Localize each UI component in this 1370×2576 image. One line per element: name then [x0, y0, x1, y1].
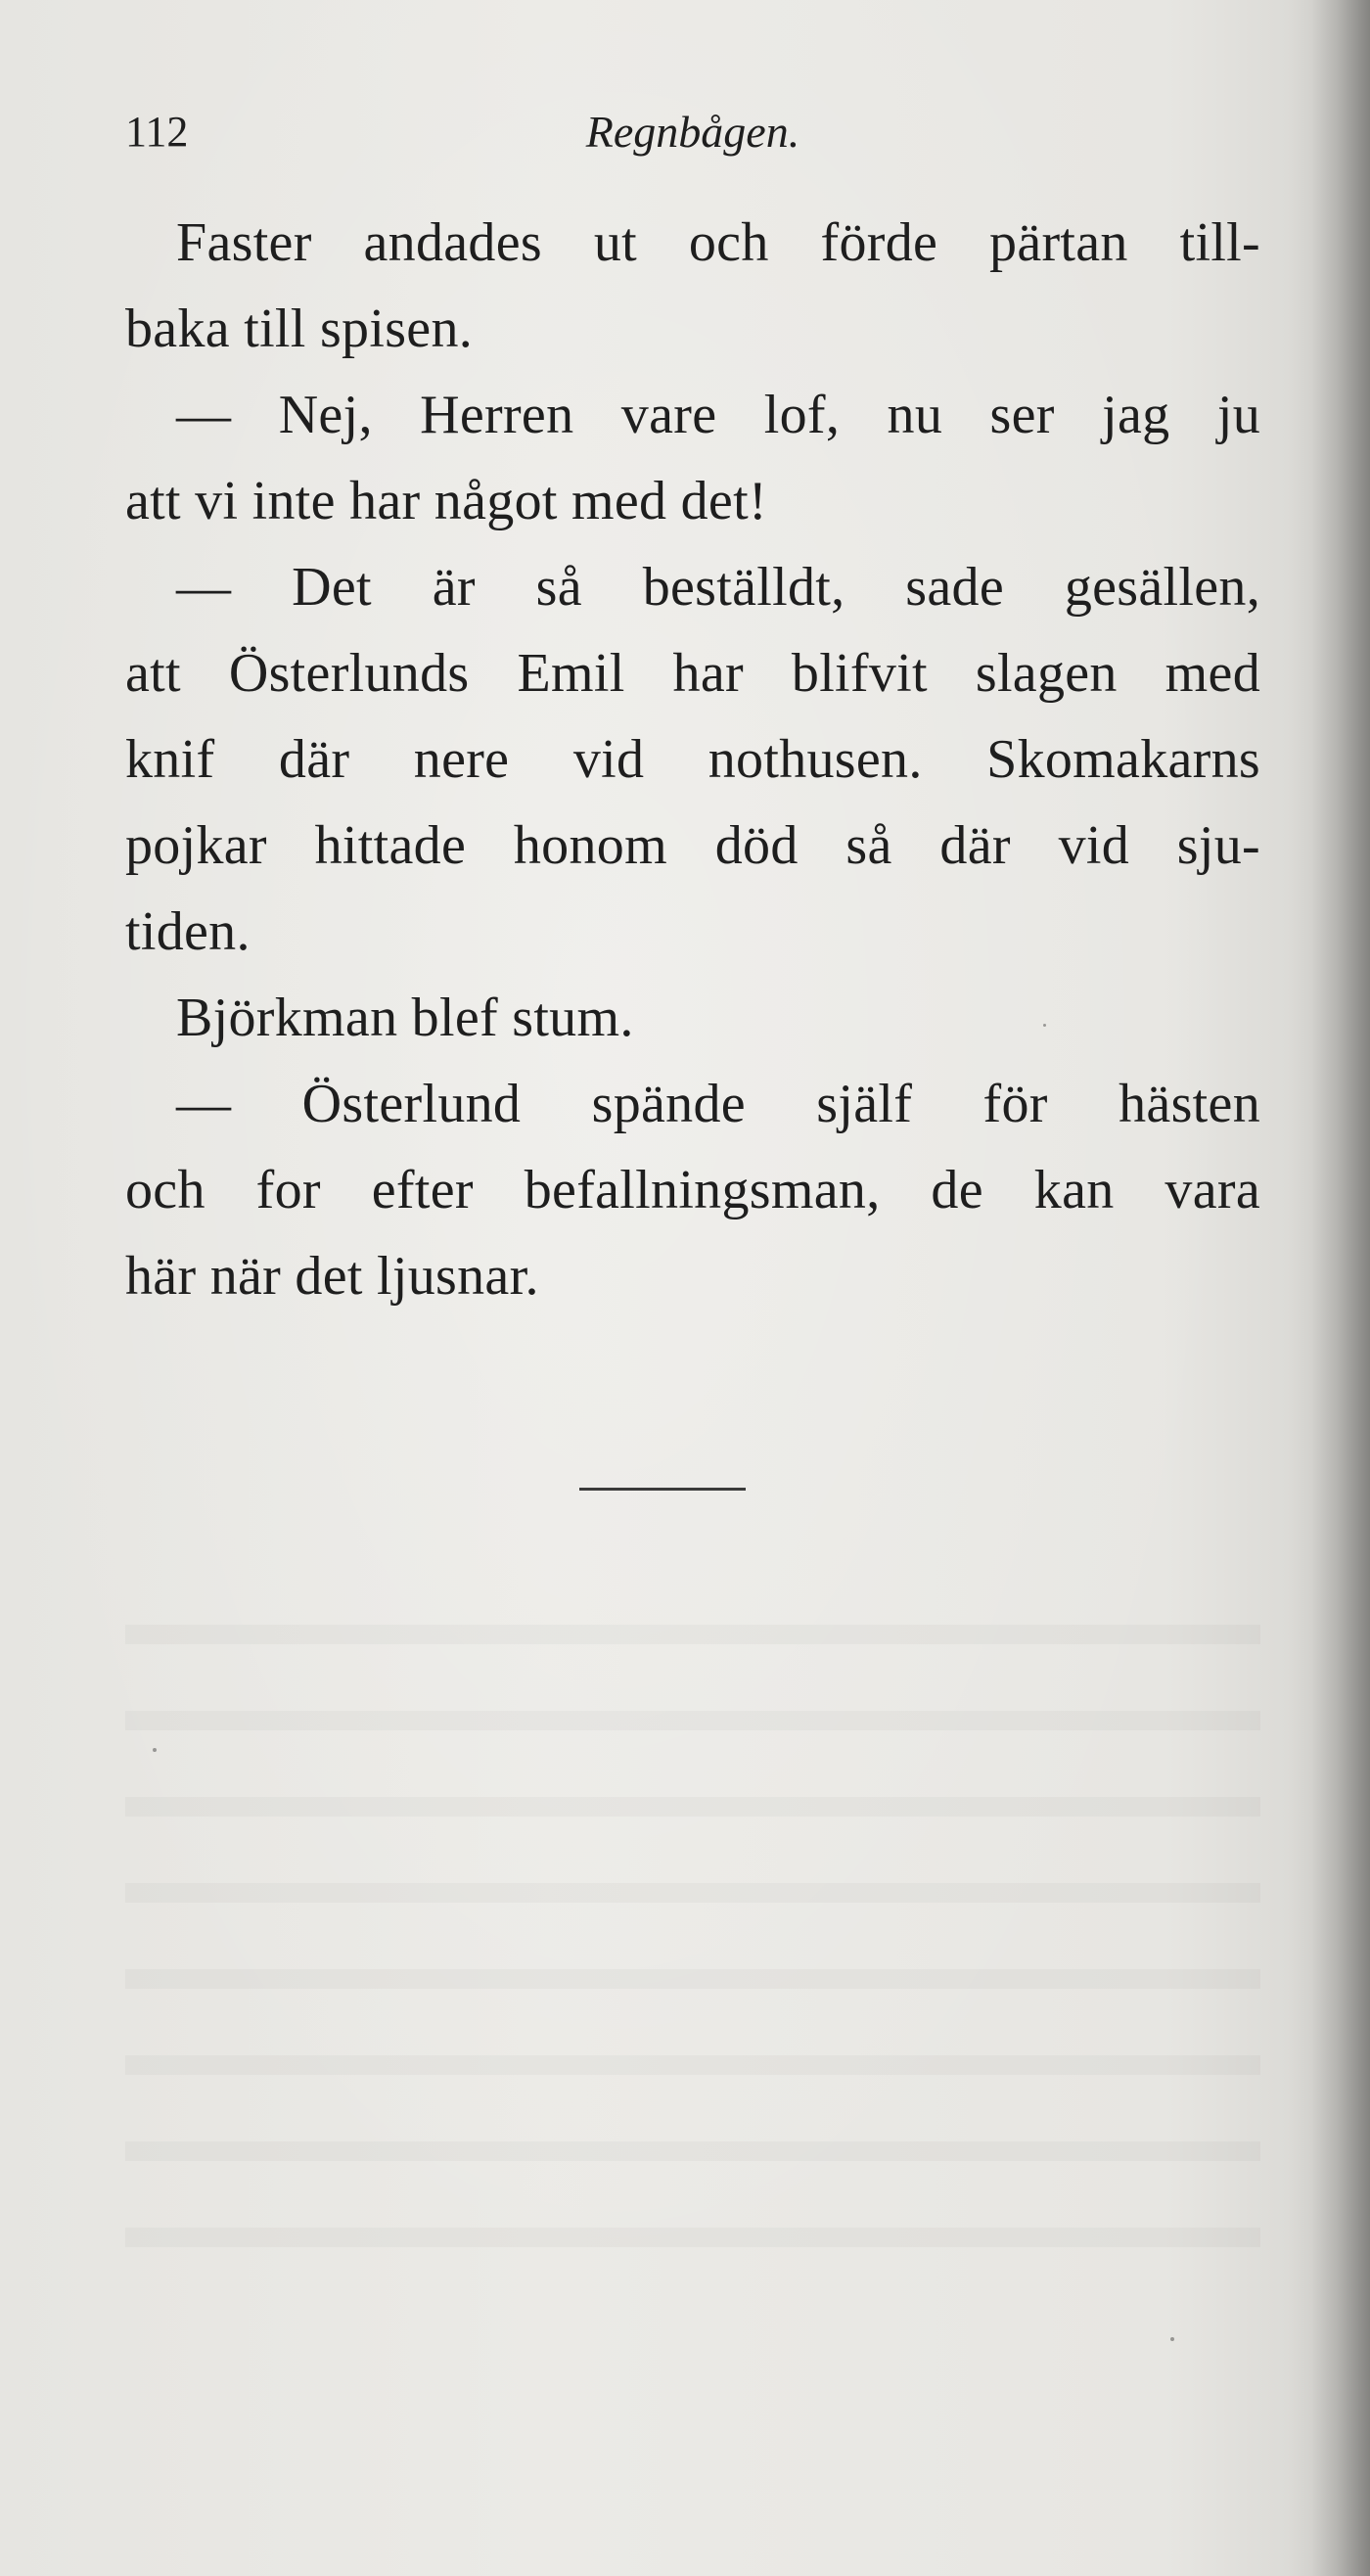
- paper-speck: [1170, 2337, 1174, 2341]
- page-edge-shadow: [1311, 0, 1370, 2576]
- show-through-texture: [125, 1566, 1260, 2251]
- running-title: Regnbågen.: [585, 107, 800, 157]
- page-number: 112: [125, 108, 189, 156]
- text-line: baka till spisen.: [125, 299, 474, 359]
- text-line: knif där nere vid nothusen. Skomakarns: [125, 729, 1260, 790]
- text-line: — Det är så beställdt, sade gesällen,: [176, 557, 1260, 618]
- text-line: — Österlund spände själf för hästen: [176, 1074, 1260, 1134]
- running-header: [125, 98, 1260, 166]
- text-line: — Nej, Herren vare lof, nu ser jag ju: [176, 385, 1260, 445]
- text-line: och for efter befallningsman, de kan vara: [125, 1160, 1260, 1220]
- text-line: Björkman blef stum.: [176, 988, 634, 1048]
- text-line: Faster andades ut och förde pärtan till-: [176, 212, 1260, 273]
- text-line: pojkar hittade honom död så där vid sju-: [125, 815, 1260, 876]
- text-line: att vi inte har något med det!: [125, 471, 767, 531]
- section-divider-rule: [579, 1488, 746, 1491]
- body-text: [125, 200, 1260, 1319]
- text-line: här när det ljusnar.: [125, 1246, 539, 1307]
- text-line: tiden.: [125, 901, 251, 962]
- text-line: att Österlunds Emil har blifvit slagen med: [125, 643, 1260, 704]
- paper-speck: [153, 1748, 157, 1752]
- paper-speck: [1043, 1024, 1046, 1027]
